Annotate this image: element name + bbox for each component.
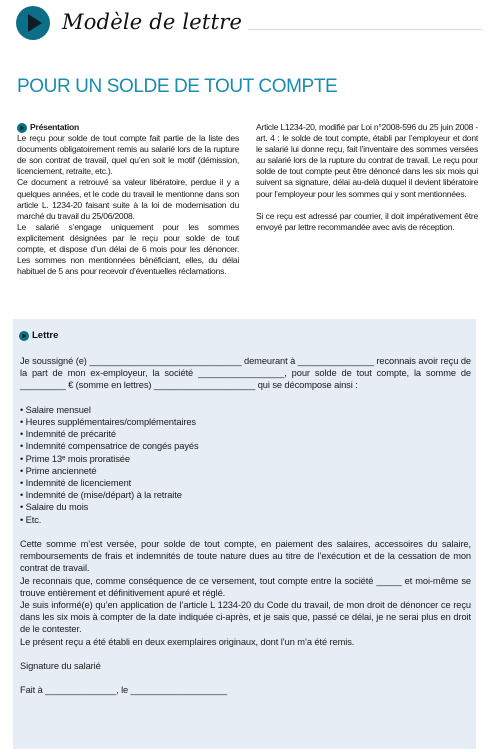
article-paragraph: Si ce reçu est adressé par courrier, il doit impérativement être envoyé par lettre recommandée avec avis de réception. [256,210,478,232]
presentation-paragraph: Le reçu pour solde de tout compte fait partie de la liste des documents obligatoirement remis au salarié lors de la rupture de son contrat de travail, quel qu’en soit le motif (démission, licenciement, retraite, etc.). [17,133,239,177]
article-paragraph: Article L1234-20, modifié par Loi n°2008-596 du 25 juin 2008 - art. 4 : le solde de tout compte, établi par l’employeur et dont le salarié lui donne reçu, fait l’inventaire des sommes versées au salarié lors de la rupture du contrat de travail. Le reçu pour solde de tout compte peut être dénoncé dans les six mois qui suivent sa signature, délai au-delà duquel il devient libératoire pour l’employeur pour les sommes qui y sont mentionnées. [256,122,478,199]
list-item: • Prime 13ᵉ mois proratisée [20,453,471,465]
presentation-heading-label: Présentation [30,122,80,132]
list-item: • Indemnité de (mise/départ) à la retraite [20,489,471,501]
list-item: • Prime ancienneté [20,465,471,477]
play-bullet-icon [19,331,29,341]
play-bullet-icon [17,123,27,133]
letter-paragraph: Cette somme m’est versée, pour solde de tout compte, en paiement des salaires, accessoires du salaire, remboursements de frais et indemnités de toute nature dues au titre de l’exécution et de la cessation de mon contrat de travail. [20,539,471,574]
page-title: POUR UN SOLDE DE TOUT COMPTE [17,76,338,97]
letter-paragraph: Je reconnais que, comme conséquence de ce versement, tout compte entre la société _____ et moi-même se trouve entièrement et définitivement apuré et réglé. [20,575,471,598]
article-column [256,122,478,233]
list-item: • Heures supplémentaires/complémentaires [20,416,471,428]
list-item: • Indemnité compensatrice de congés payés [20,440,471,452]
letter-intro: Je soussigné (e) ______________________________ demeurant à _______________ reconnais avoir reçu de la part de mon ex-employeur, la société _________________, pour solde de tout compte, la somme de _________ € (somme en lettres) ____________________ qui se décompose ainsi : [20,356,471,391]
letter-template-box [13,319,476,749]
presentation-paragraph: Ce document a retrouvé sa valeur libératoire, perdue il y a quelques années, et le code du travail le mentionne dans son article L. 1234-20 faisant suite à la loi de modernisation du marché du travail du 25/06/2008. [17,177,239,221]
signature-line: Signature du salarié [20,661,101,672]
list-item: • Salaire du mois [20,501,471,513]
place-date-line: Fait à ______________, le ___________________ [20,685,227,696]
header-divider [248,29,482,30]
list-item: • Etc. [20,514,471,526]
letter-paragraph: Le présent reçu a été établi en deux exemplaires originaux, dont l’un m’a été remis. [20,636,355,647]
presentation-column [17,122,239,277]
letter-heading-label: Lettre [32,330,59,341]
list-item: • Indemnité de licenciement [20,477,471,489]
letter-heading [19,330,58,341]
play-circle-icon [16,6,50,40]
letter-paragraph: Je suis informé(e) qu’en application de l’article L 1234-20 du Code du travail, de mon droit de dénoncer ce reçu dans les six mois à compter de la date indiquée ci-après, et je sais que, passé ce délai, je ne serai plus en droit de le contester. [20,600,471,635]
letter-item-list [20,404,471,526]
list-item: • Salaire mensuel [20,404,471,416]
presentation-heading [17,122,239,133]
page-header [16,6,482,40]
list-item: • Indemnité de précarité [20,428,471,440]
letter-body [20,355,471,697]
presentation-paragraph: Le salarié s’engage uniquement pour les sommes explicitement désignées par le reçu pour solde de tout compte, et dispose d’un délai de 6 mois pour les dénoncer. Les sommes non mentionnées bénéficiant, elles, du délai habituel de 5 ans pour recevoir d’éventuelles réclamations. [17,221,239,277]
header-title: Modèle de lettre [62,10,243,34]
